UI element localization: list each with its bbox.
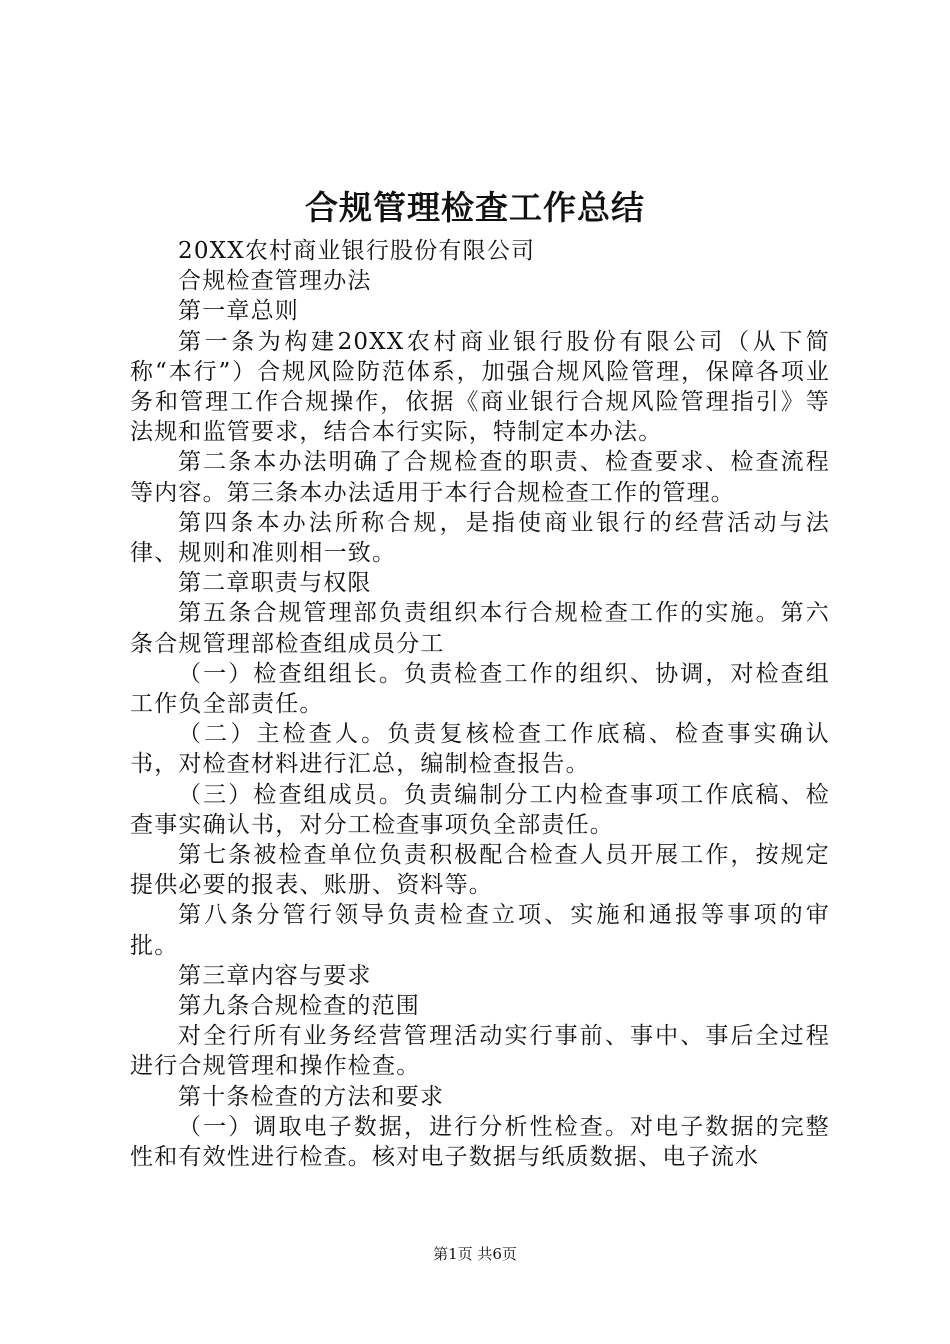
document-title: 合规管理检查工作总结 [305,188,645,227]
chapter-heading-3: 第三章内容与要求 [178,962,372,989]
page-footer: 第1页 共6页 [433,1245,517,1263]
article-9-body: 对全行所有业务经营管理活动实行事前、事中、事后全过程进行合规管理和操作检查。 [130,1023,830,1080]
chapter-heading-1: 第一章总则 [178,298,299,325]
article-10: 第十条检查的方法和要求 [178,1083,445,1110]
article-9: 第九条合规检查的范围 [178,993,420,1020]
article-4: 第四条本办法所称合规，是指使商业银行的经营活动与法律、规则和准则相一致。 [130,509,830,567]
chapter-heading-2: 第二章职责与权限 [178,570,372,597]
document-body [130,236,830,1172]
duty-item-2: （二）主检查人。负责复核检查工作底稿、检查事实确认书，对检查材料进行汇总，编制检查报告。 [130,721,830,778]
article-5-6: 第五条合规管理部负责组织本行合规检查工作的实施。第六条合规管理部检查组成员分工 [130,600,830,657]
paragraph-doc-name: 合规检查管理办法 [178,268,372,295]
article-8: 第八条分管行领导负责检查立项、实施和通报等事项的审批。 [130,902,830,959]
article-2-3: 第二条本办法明确了合规检查的职责、检查要求、检查流程等内容。第三条本办法适用于本行合规检查工作的管理。 [130,449,830,506]
method-item-1: （一）调取电子数据，进行分析性检查。对电子数据的完整性和有效性进行检查。核对电子数据与纸质数据、电子流水 [130,1113,830,1171]
duty-item-3: （三）检查组成员。负责编制分工内检查事项工作底稿、检查事实确认书，对分工检查事项负全部责任。 [130,781,830,838]
article-1: 第一条为构建20XX农村商业银行股份有限公司（从下简称“本行”）合规风险防范体系，加强合规风险管理，保障各项业务和管理工作合规操作，依据《商业银行合规风险管理指引》等法规和监管要求，结合本行实际，特制定本办法。 [130,328,830,446]
paragraph-bank-name: 20XX农村商业银行股份有限公司 [178,238,536,264]
duty-item-1: （一）检查组组长。负责检查工作的组织、协调，对检查组工作负全部责任。 [130,660,830,718]
article-7: 第七条被检查单位负责积极配合检查人员开展工作，按规定提供必要的报表、账册、资料等。 [130,842,830,899]
